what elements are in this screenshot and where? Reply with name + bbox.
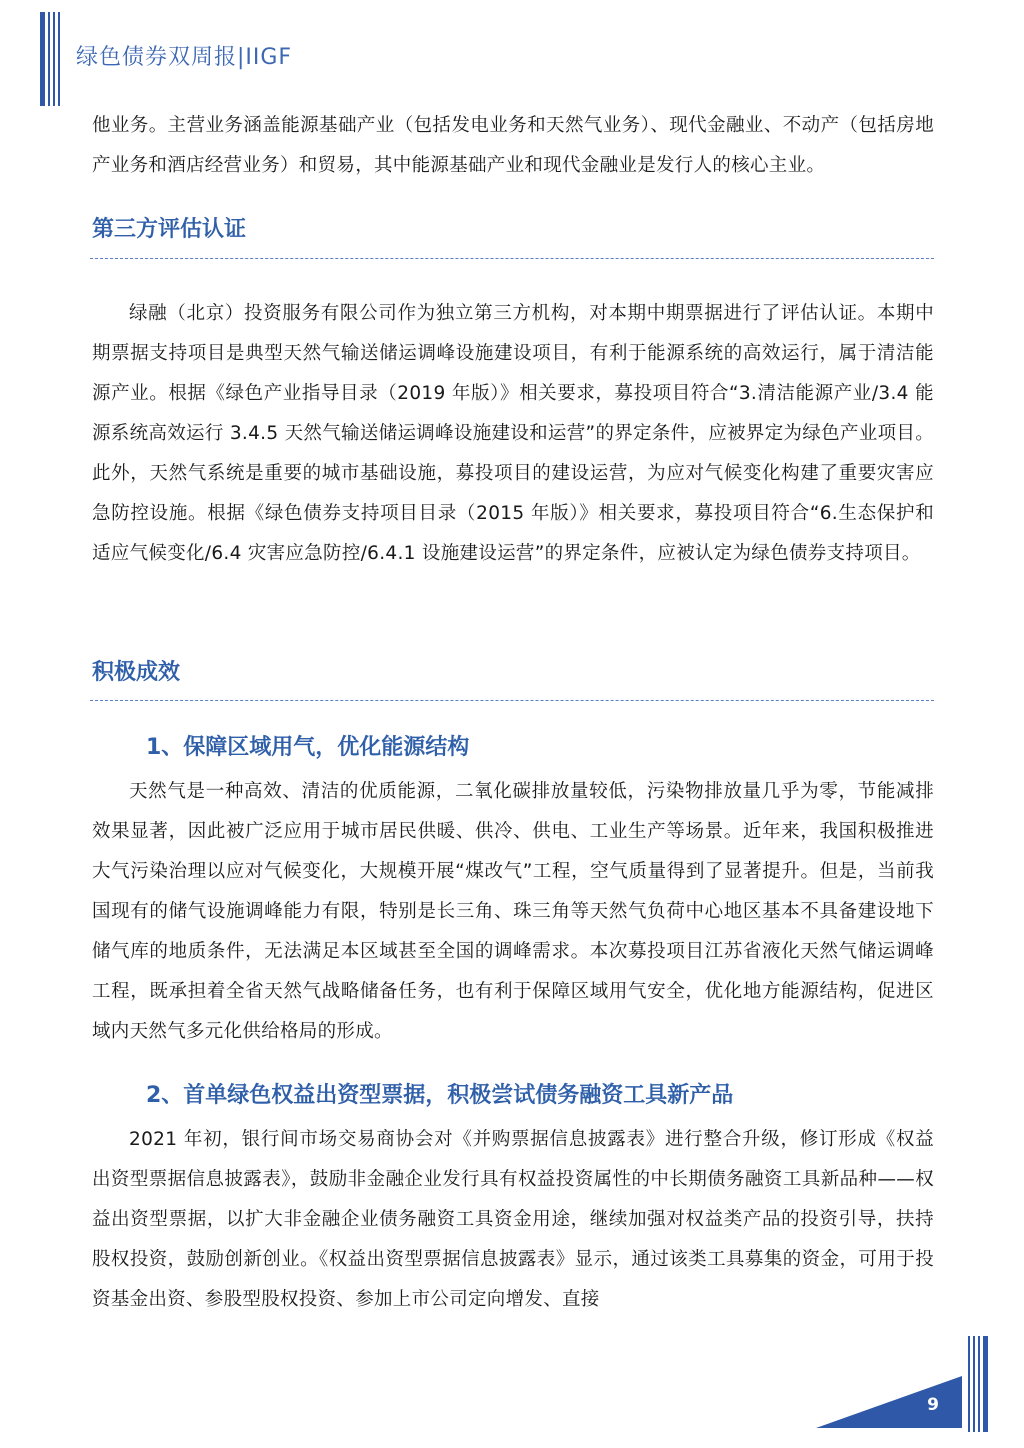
subheading-2: 2、首单绿色权益出资型票据，积极尝试债务融资工具新产品 [146, 1083, 734, 1108]
section-divider [90, 700, 934, 701]
subheading-1: 1、保障区域用气，优化能源结构 [146, 735, 470, 760]
section-heading-effects: 积极成效 [92, 660, 181, 685]
page-number: 9 [927, 1395, 939, 1415]
intro-block [92, 106, 934, 186]
footer-decoration-bars [968, 1336, 988, 1432]
section-heading-third-party: 第三方评估认证 [92, 217, 247, 242]
third-party-paragraph: 绿融（北京）投资服务有限公司作为独立第三方机构，对本期中期票据进行了评估认证。本期中期票据支持项目是典型天然气输送储运调峰设施建设项目，有利于能源系统的高效运行，属于清洁能源产业。根据《绿色产业指导目录（2019 年版）》相关要求，募投项目符合“3.清洁能源产业/3.4 能源系统高效运行 3.4.5 天然气输送储运调峰设施建设和运营”的界定条件，应被界定为绿色产业项目。此外，天然气系统是重要的城市基础设施，募投项目的建设运营，为应对气候变化构建了重要灾害应急防控设施。根据《绿色债券支持项目目录（2015 年版）》相关要求，募投项目符合“6.生态保护和适应气候变化/6.4 灾害应急防控/6.4.1 设施建设运营”的界定条件，应被认定为绿色债券支持项目。 [92, 303, 934, 564]
third-party-block [92, 294, 934, 574]
section-divider [90, 258, 934, 259]
effects-sub1-block [92, 772, 934, 1052]
header-title: 绿色债券双周报|IIGF [76, 45, 293, 70]
intro-paragraph: 他业务。主营业务涵盖能源基础产业（包括发电业务和天然气业务）、现代金融业、不动产（包括房地产业务和酒店经营业务）和贸易，其中能源基础产业和现代金融业是发行人的核心主业。 [92, 115, 934, 176]
effects-sub2-paragraph: 2021 年初，银行间市场交易商协会对《并购票据信息披露表》进行整合升级，修订形成《权益出资型票据信息披露表》，鼓励非金融企业发行具有权益投资属性的中长期债务融资工具新品种——权益出资型票据，以扩大非金融企业债务融资工具资金用途，继续加强对权益类产品的投资引导，扶持股权投资，鼓励创新创业。《权益出资型票据信息披露表》显示，通过该类工具募集的资金，可用于投资基金出资、参股型股权投资、参加上市公司定向增发、直接 [92, 1129, 934, 1310]
header-decoration-bars [40, 12, 60, 106]
effects-sub2-block [92, 1120, 934, 1320]
effects-sub1-paragraph: 天然气是一种高效、清洁的优质能源，二氧化碳排放量较低，污染物排放量几乎为零，节能减排效果显著，因此被广泛应用于城市居民供暖、供冷、供电、工业生产等场景。近年来，我国积极推进大气污染治理以应对气候变化，大规模开展“煤改气”工程，空气质量得到了显著提升。但是，当前我国现有的储气设施调峰能力有限，特别是长三角、珠三角等天然气负荷中心地区基本不具备建设地下储气库的地质条件，无法满足本区域甚至全国的调峰需求。本次募投项目江苏省液化天然气储运调峰工程，既承担着全省天然气战略储备任务，也有利于保障区域用气安全，优化地方能源结构，促进区域内天然气多元化供给格局的形成。 [92, 781, 934, 1042]
